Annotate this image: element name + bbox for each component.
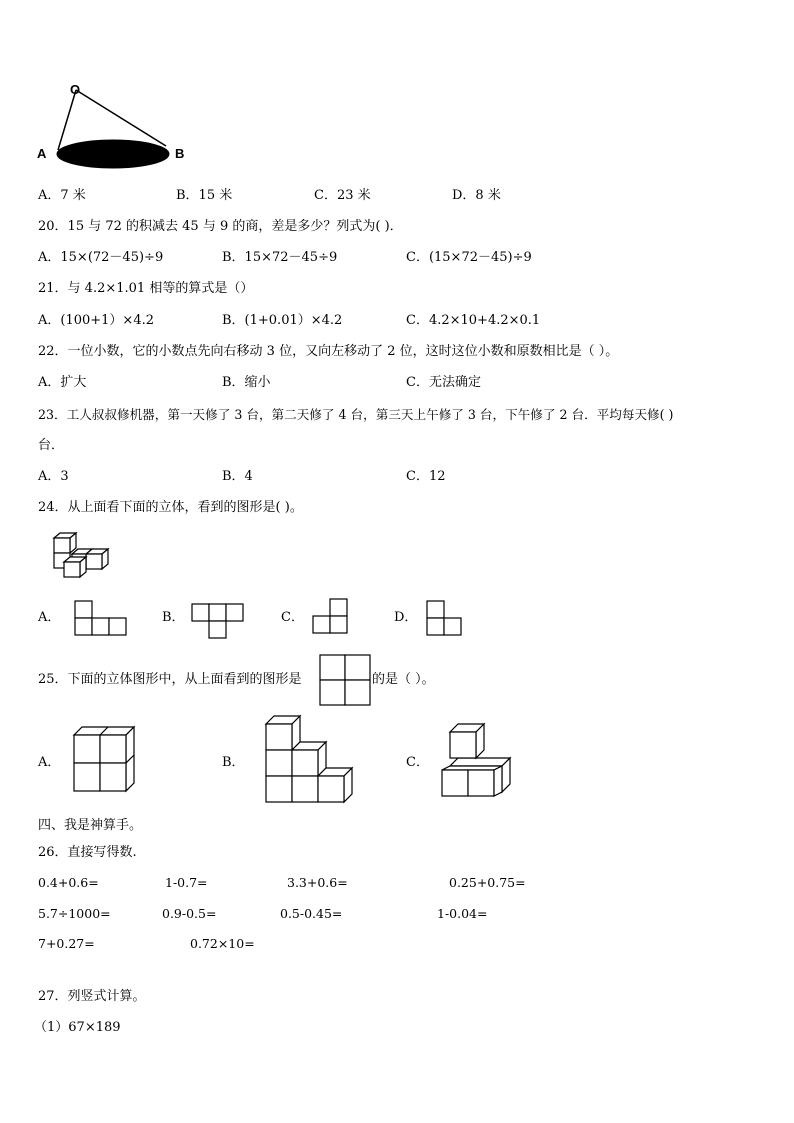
cone-label-a: A bbox=[37, 146, 47, 161]
q19-option-c[interactable]: C．23 米 bbox=[314, 188, 371, 203]
q23-option-b[interactable]: B．4 bbox=[222, 469, 253, 484]
cone-base bbox=[57, 140, 169, 168]
q26-item-1: 0.4+0.6= bbox=[38, 875, 99, 890]
q24-option-a-label[interactable]: A． bbox=[38, 610, 61, 625]
q24-text: 24．从上面看下面的立体，看到的图形是( )。 bbox=[38, 500, 303, 515]
q27-item-1: （1）67×189 bbox=[34, 1020, 121, 1035]
q24-option-b-shape[interactable] bbox=[191, 603, 245, 639]
q25-option-b-solid[interactable] bbox=[264, 714, 354, 808]
q26-item-3: 3.3+0.6= bbox=[287, 875, 348, 890]
q20-option-c[interactable]: C．(15×72－45)÷9 bbox=[406, 250, 532, 265]
q26-item-10: 0.72×10= bbox=[190, 936, 255, 951]
q24-option-d-shape[interactable] bbox=[426, 600, 464, 638]
q26-item-4: 0.25+0.75= bbox=[449, 875, 526, 890]
q24-option-a-shape[interactable] bbox=[74, 600, 128, 638]
q22-option-c[interactable]: C．无法确定 bbox=[406, 375, 481, 390]
q27-title: 27．列竖式计算。 bbox=[38, 989, 146, 1004]
q23-option-c[interactable]: C．12 bbox=[406, 469, 446, 484]
q19-option-b[interactable]: B．15 米 bbox=[176, 188, 233, 203]
cone-label-b: B bbox=[175, 146, 185, 161]
q25-option-c-solid[interactable] bbox=[440, 722, 514, 800]
cone-figure bbox=[30, 78, 210, 178]
q21-text: 21．与 4.2×1.01 相等的算式是（） bbox=[38, 281, 254, 296]
q25-option-a-solid[interactable] bbox=[72, 726, 138, 794]
section4-title: 四、我是神算手。 bbox=[38, 818, 143, 833]
q22-option-b[interactable]: B．缩小 bbox=[222, 375, 271, 390]
q25-text-after: 的是（ ）。 bbox=[372, 672, 435, 687]
q25-option-b-label[interactable]: B． bbox=[222, 755, 245, 770]
cone-edge-right bbox=[76, 90, 166, 146]
q24-option-c-label[interactable]: C． bbox=[281, 610, 304, 625]
q26-item-5: 5.7÷1000= bbox=[38, 906, 111, 921]
q24-option-b-label[interactable]: B． bbox=[162, 610, 185, 625]
q20-option-a[interactable]: A．15×(72－45)÷9 bbox=[38, 250, 164, 265]
cone-edge-left bbox=[58, 90, 76, 150]
q21-option-a[interactable]: A．(100+1）×4.2 bbox=[38, 313, 155, 328]
q23-text-line1: 23．工人叔叔修机器，第一天修了 3 台，第二天修了 4 台，第三天上午修了 3 台，下午修了 2 台．平均每天修( ) bbox=[38, 407, 674, 422]
q25-option-c-label[interactable]: C． bbox=[406, 755, 429, 770]
q20-text: 20．15 与 72 的积减去 45 与 9 的商，差是多少？列式为( )． bbox=[38, 219, 403, 234]
q25-text-before: 25．下面的立体图形中，从上面看到的图形是 bbox=[38, 672, 302, 687]
q26-title: 26．直接写得数. bbox=[38, 845, 137, 860]
q26-item-8: 1-0.04= bbox=[437, 906, 488, 921]
q26-item-6: 0.9-0.5= bbox=[162, 906, 217, 921]
q25-option-a-label[interactable]: A． bbox=[38, 755, 61, 770]
q23-text-line2: 台． bbox=[38, 438, 65, 453]
q19-option-d[interactable]: D．8 米 bbox=[452, 188, 501, 203]
q24-option-d-label[interactable]: D． bbox=[394, 610, 418, 625]
q21-option-b[interactable]: B．(1+0.01）×4.2 bbox=[222, 313, 343, 328]
q24-option-c-shape[interactable] bbox=[312, 598, 350, 636]
q26-item-9: 7+0.27= bbox=[38, 936, 95, 951]
q26-item-7: 0.5-0.45= bbox=[280, 906, 343, 921]
q25-top-view-shape bbox=[319, 654, 373, 706]
q21-option-c[interactable]: C．4.2×10+4.2×0.1 bbox=[406, 313, 541, 328]
q19-option-a[interactable]: A．7 米 bbox=[38, 188, 86, 203]
q24-solid-figure bbox=[50, 530, 120, 582]
cone-label-o: O bbox=[70, 82, 81, 97]
q23-option-a[interactable]: A．3 bbox=[38, 469, 69, 484]
q20-option-b[interactable]: B．15×72－45÷9 bbox=[222, 250, 338, 265]
q26-item-2: 1-0.7= bbox=[165, 875, 208, 890]
q22-option-a[interactable]: A．扩大 bbox=[38, 375, 87, 390]
q22-text: 22．一位小数，它的小数点先向右移动 3 位，又向左移动了 2 位，这时这位小数和原数相比是（ ）。 bbox=[38, 344, 619, 359]
